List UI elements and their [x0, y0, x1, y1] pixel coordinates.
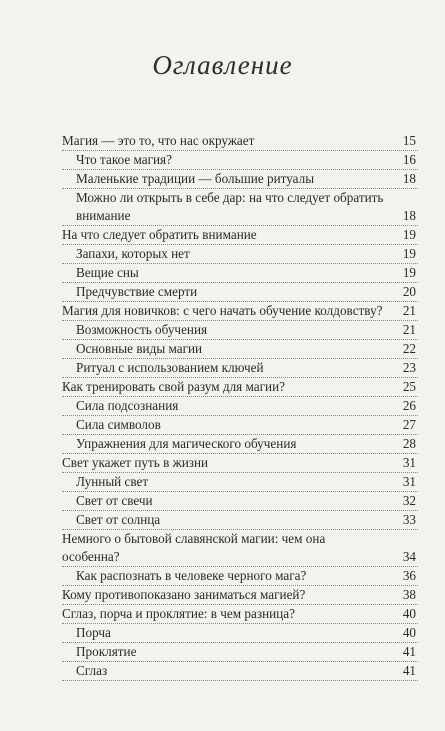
toc-entry [62, 340, 418, 359]
toc-entry-title: Свет от солнца [76, 512, 161, 527]
toc-entry-page: 21 [402, 322, 416, 337]
toc-entry [62, 151, 418, 170]
toc-entry [62, 530, 418, 567]
toc-entry-page: 31 [402, 474, 416, 489]
toc-entry [62, 643, 418, 662]
toc-entry-page: 32 [402, 493, 416, 508]
toc-entry-page: 22 [402, 341, 416, 356]
toc-entry [62, 567, 418, 586]
toc-entry-title: Можно ли открыть в себе дар: на что следует обратить внимание [76, 190, 384, 223]
toc-entry-page: 25 [402, 379, 416, 394]
toc-entry-title: Ритуал с использованием ключей [76, 360, 264, 375]
toc-entry [62, 245, 418, 264]
toc-entry-title: Возможность обучения [76, 322, 208, 337]
toc-entry-title: Основные виды магии [76, 341, 203, 356]
toc-entry-page: 16 [402, 152, 416, 167]
toc-entry [62, 605, 418, 624]
toc-entry [62, 321, 418, 340]
toc-entry-title: Проклятие [76, 644, 137, 659]
toc-entry-page: 36 [402, 568, 416, 583]
toc-entry [62, 226, 418, 245]
toc-entry-page: 41 [402, 663, 416, 678]
toc-entry [62, 492, 418, 511]
toc-entry [62, 283, 418, 302]
toc-entry-title: Маленькие традиции — большие ритуалы [76, 171, 315, 186]
toc-entry-page: 40 [402, 625, 416, 640]
toc-entry [62, 435, 418, 454]
toc-entry-title: Кому противопоказано заниматься магией? [62, 587, 306, 602]
toc-entry [62, 189, 418, 226]
toc-entry-title: Сила подсознания [76, 398, 179, 413]
toc-entry [62, 624, 418, 643]
toc-entry-page: 34 [402, 549, 416, 564]
toc-entry-title: Магия — это то, что нас окружает [62, 133, 255, 148]
toc-entry-title: Сила символов [76, 417, 161, 432]
toc-entry-page: 19 [402, 246, 416, 261]
page-title: Оглавление [152, 50, 293, 80]
toc-entry-page: 26 [402, 398, 416, 413]
toc-entry [62, 359, 418, 378]
toc-entry-title: Что такое магия? [76, 152, 172, 167]
toc-entry-title: Порча [76, 625, 111, 640]
toc-entry [62, 302, 418, 321]
toc-entry-page: 27 [402, 417, 416, 432]
toc-entry-title: Свет укажет путь в жизни [62, 455, 209, 470]
toc-entry-title: Как распознать в человеке черного мага? [76, 568, 307, 583]
toc-entry-title: Сглаз [76, 663, 108, 678]
toc-entry [62, 264, 418, 283]
toc-entry [62, 473, 418, 492]
toc-entry-title: Вещие сны [76, 265, 139, 280]
toc-entry-title: Упражнения для магического обучения [76, 436, 297, 451]
toc-entry-title: На что следует обратить внимание [62, 227, 257, 242]
toc-entry-page: 20 [402, 284, 416, 299]
toc-entry-page: 21 [402, 303, 416, 318]
toc-entry-title: Свет от свечи [76, 493, 153, 508]
toc-entry-page: 40 [402, 606, 416, 621]
toc-entry-title: Сглаз, порча и проклятие: в чем разница? [62, 606, 295, 621]
toc-entry [62, 662, 418, 681]
toc-entry-page: 18 [402, 208, 416, 223]
toc-entry-page: 15 [402, 133, 416, 148]
toc-entry [62, 170, 418, 189]
toc-entry-page: 41 [402, 644, 416, 659]
toc-entry [62, 586, 418, 605]
toc-entry-title: Немного о бытовой славянской магии: чем она особенна? [62, 531, 326, 564]
toc-entry-title: Как тренировать свой разум для магии? [62, 379, 286, 394]
toc-entry-page: 28 [402, 436, 416, 451]
toc-entry-page: 19 [402, 265, 416, 280]
toc-entry-page: 31 [402, 455, 416, 470]
toc-entry [62, 454, 418, 473]
toc-entry-title: Предчувствие смерти [76, 284, 198, 299]
table-of-contents [62, 132, 418, 681]
toc-entry-title: Магия для новичков: с чего начать обучение колдовству? [62, 303, 383, 318]
toc-entry [62, 378, 418, 397]
toc-entry-page: 18 [402, 171, 416, 186]
toc-entry-page: 38 [402, 587, 416, 602]
toc-entry-page: 23 [402, 360, 416, 375]
toc-entry [62, 416, 418, 435]
toc-entry [62, 511, 418, 530]
toc-entry-title: Лунный свет [76, 474, 149, 489]
toc-entry [62, 132, 418, 151]
toc-entry-title: Запахи, которых нет [76, 246, 190, 261]
toc-entry [62, 397, 418, 416]
toc-entry-page: 19 [402, 227, 416, 242]
toc-entry-page: 33 [402, 512, 416, 527]
